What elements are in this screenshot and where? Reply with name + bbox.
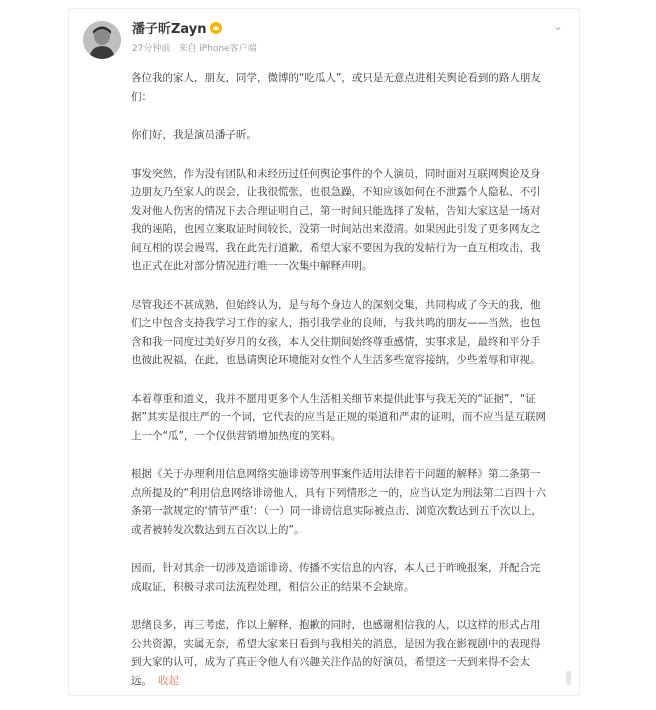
post-paragraph: 你们好，我是演员潘子昕。 — [131, 129, 257, 141]
post-paragraph: 各位我的家人，朋友，同学，微博的“吃瓜人”，或只是无意点进相关舆论看到的路人朋友们： — [131, 72, 541, 103]
avatar[interactable] — [83, 21, 121, 59]
avatar-image — [83, 21, 121, 59]
weibo-post-card — [68, 8, 580, 696]
post-paragraph-last — [131, 616, 547, 690]
collapse-link[interactable]: 收起 — [158, 674, 179, 687]
post-time[interactable]: 27分钟前 — [132, 44, 171, 54]
post-meta — [132, 42, 257, 56]
post-paragraph-text: 思绪良多，再三考虑，作以上解释，抱歉的同时，也感谢相信我的人，以这样的形式占用公共资源，实属无奈，希望大家来日看到与我相关的消息，是因为我在影视剧中的表现得到大家的认可，成为了真正令他人有兴趣关注作品的好演员，希望这一天到来得不会太远。 — [131, 619, 541, 687]
post-paragraph: 根据《关于办理利用信息网络实施诽谤等刑事案件适用法律若干问题的解释》第二条第一点所提及的“利用信息网络诽谤他人，具有下列情形之一的，应当认定为刑法第二百四十六条第一款规定的‘情节严重’：（一）同一诽谤信息实际被点击、浏览次数达到五千次以上，或者被转发次数达到五百次以上的”。 — [131, 468, 546, 536]
chevron-down-icon[interactable]: ⌄ — [552, 19, 564, 33]
post-paragraph: 本着尊重和道义，我并不愿用更多个人生活相关细节来提供此事与我无关的“证据”，“证据”其实是很庄严的一个词，它代表的应当是正规的渠道和严肃的证明，而不应当是互联网上一个“瓜”，一个仅供营销增加热度的笑料。 — [131, 392, 546, 442]
author-name[interactable] — [132, 21, 222, 39]
author-name-text[interactable]: 潘子昕Zayn — [132, 22, 207, 37]
post-paragraph: 因而，针对其余一切涉及造谣诽谤、传播不实信息的内容，本人已于昨晚报案，并配合完成取证，积极寻求司法流程处理，相信公正的结果不会缺席。 — [131, 562, 541, 593]
post-paragraph: 事发突然，作为没有团队和未经历过任何舆论事件的个人演员，同时面对互联网舆论及身边朋友乃至家人的误会，让我很慌张，也很急躁，不知应该如何在不泄露个人隐私、不引发对他人伤害的情况下去合理证明自己，第一时间只能选择了发帖，告知大家这是一场对我的诬陷，也因立案取证时间较长，没第一时间站出来澄清。如果因此引发了更多网友之间互相的误会谩骂，我在此先行道歉，希望大家不要因为我的发帖行为一直互相攻击，我也正式在此对部分情况进行唯一一次集中解释声明。 — [131, 167, 541, 272]
post-paragraph: 尽管我还不甚成熟，但始终认为，是与每个身边人的深刻交集，共同构成了今天的我，他们之中包含支持我学习工作的家人，指引我学业的良师，与我共鸣的朋友——当然，也包含和我一同度过美好岁月的女孩，本人交往期间始终尊重感情，实事求是，最终和平分手也彼此祝福，在此，也恳请舆论环境能对女性个人生活多些宽容接纳，少些羞辱和审视。 — [131, 298, 541, 366]
post-content — [131, 69, 547, 710]
scrollbar-thumb[interactable] — [566, 671, 571, 685]
vip-crown-icon — [210, 22, 222, 34]
post-source: 来自 iPhone客户端 — [178, 44, 257, 54]
